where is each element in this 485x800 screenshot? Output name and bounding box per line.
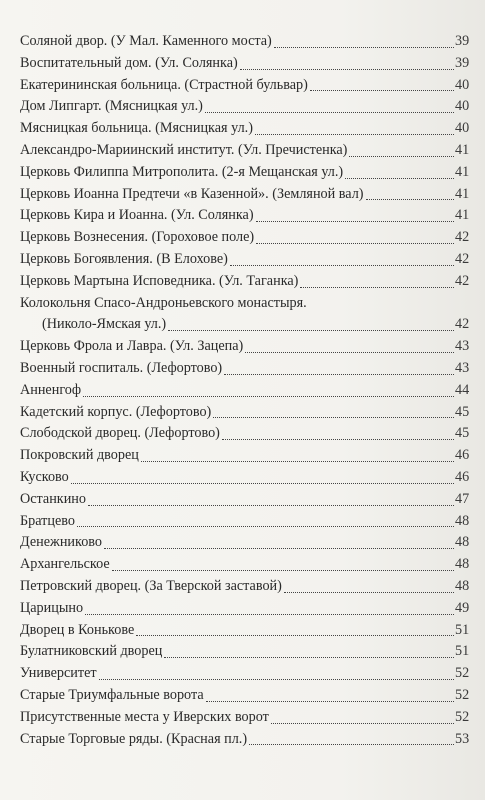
toc-entry-title: Булатниковский дворец — [20, 643, 163, 660]
toc-entry-page: 43 — [455, 338, 470, 355]
dot-leader — [345, 178, 454, 179]
dot-leader — [300, 287, 454, 288]
toc-entry — [20, 489, 485, 511]
toc-entry-title: Екатерининская больница. (Страстной бульвар) — [20, 76, 308, 93]
toc-entry — [20, 184, 485, 206]
dot-leader — [213, 417, 454, 418]
toc-entry — [20, 576, 485, 598]
toc-entry-title: Церковь Иоанна Предтечи «в Казенной». (Земляной вал) — [20, 185, 364, 202]
toc-entry-page: 45 — [455, 425, 470, 442]
toc-entry — [20, 641, 485, 663]
toc-entry-title: Дворец в Конькове — [20, 621, 135, 638]
toc-entry — [20, 249, 485, 271]
toc-entry — [20, 554, 485, 576]
dot-leader — [164, 657, 454, 658]
toc-entry-page: 49 — [455, 599, 470, 616]
toc-entry-title: Братцево — [20, 512, 75, 529]
dot-leader — [349, 156, 454, 157]
toc-entry-page: 45 — [455, 403, 470, 420]
toc-entry-title: Присутственные места у Иверских ворот — [20, 708, 269, 725]
toc-entry-title: Анненгоф — [20, 381, 82, 398]
dot-leader — [284, 592, 454, 593]
toc-entry — [20, 336, 485, 358]
toc-entry-page: 42 — [455, 316, 470, 333]
toc-entry-page: 43 — [455, 359, 470, 376]
toc-entry-title: Колокольня Спасо-Андроньевского монастыря. — [20, 294, 307, 311]
dot-leader — [85, 614, 454, 615]
toc-entry — [20, 532, 485, 554]
toc-entry-title: Покровский дворец — [20, 447, 139, 464]
toc-entry-title: Кусково — [20, 468, 69, 485]
dot-leader — [83, 396, 454, 397]
toc-entry-title: Церковь Филиппа Митрополита. (2-я Мещанская ул.) — [20, 163, 344, 180]
toc-entry-title: Военный госпиталь. (Лефортово) — [20, 359, 223, 376]
toc-entry — [20, 140, 485, 162]
toc-entry-title: Архангельское — [20, 556, 110, 573]
toc-entry-title: Церковь Мартына Исповедника. (Ул. Таганка) — [20, 272, 299, 289]
dot-leader — [224, 374, 454, 375]
toc-entry-page: 40 — [455, 120, 470, 137]
toc-entry — [20, 380, 485, 402]
toc-entry — [20, 620, 485, 642]
dot-leader — [141, 461, 454, 462]
dot-leader — [230, 265, 454, 266]
dot-leader — [206, 701, 454, 702]
toc-entry-title: Петровский дворец. (За Тверской заставой) — [20, 577, 282, 594]
toc-entry-page: 48 — [455, 512, 470, 529]
toc-entry-page: 41 — [455, 141, 470, 158]
dot-leader — [168, 330, 454, 331]
dot-leader — [112, 570, 454, 571]
dot-leader — [366, 199, 454, 200]
dot-leader — [71, 483, 454, 484]
toc-entry-page: 48 — [455, 577, 470, 594]
toc-entry-page: 42 — [455, 229, 470, 246]
toc-entry-page: 40 — [455, 98, 470, 115]
toc-entry-page: 51 — [455, 621, 470, 638]
dot-leader — [271, 723, 454, 724]
toc-entry — [20, 96, 485, 118]
toc-entry-title: Останкино — [20, 490, 86, 507]
toc-entry-first-line — [20, 293, 485, 315]
toc-entry-title: Церковь Богоявления. (В Елохове) — [20, 250, 228, 267]
dot-leader — [256, 221, 454, 222]
toc-entry — [20, 598, 485, 620]
toc-entry-title: Старые Торговые ряды. (Красная пл.) — [20, 730, 248, 747]
toc-entry-page: 40 — [455, 76, 470, 93]
toc-entry-page: 41 — [455, 207, 470, 224]
toc-entry — [20, 358, 485, 380]
toc-entry-page: 48 — [455, 534, 470, 551]
toc-entry-page: 52 — [455, 708, 470, 725]
toc-entry-page: 39 — [455, 54, 470, 71]
dot-leader — [256, 243, 454, 244]
toc-entry-title: Денежниково — [20, 534, 102, 551]
toc-entry — [20, 75, 485, 97]
toc-entry — [20, 511, 485, 533]
toc-entry-title: Александро-Мариинский институт. (Ул. Пречистенка) — [20, 141, 348, 158]
dot-leader — [249, 744, 454, 745]
toc-entry — [20, 423, 485, 445]
toc-entry-title: Соляной двор. (У Мал. Каменного моста) — [20, 33, 272, 49]
dot-leader — [240, 69, 454, 70]
toc-entry — [20, 707, 485, 729]
dot-leader — [222, 439, 454, 440]
toc-entry-title: Царицыно — [20, 599, 84, 616]
toc-entry — [20, 467, 485, 489]
toc-entry-page: 41 — [455, 185, 470, 202]
toc-entry-page: 47 — [455, 490, 470, 507]
dot-leader — [205, 112, 454, 113]
dot-leader — [274, 47, 454, 48]
toc-entry — [20, 445, 485, 467]
toc-entry-title: Дом Липгарт. (Мясницкая ул.) — [20, 98, 203, 115]
toc-entry-title: Слободской дворец. (Лефортово) — [20, 425, 220, 442]
toc-entry-page: 44 — [455, 381, 470, 398]
toc-entry — [20, 271, 485, 293]
toc-entry — [20, 685, 485, 707]
toc-entry — [20, 31, 485, 53]
dot-leader — [245, 352, 454, 353]
toc-entry-page: 46 — [455, 468, 470, 485]
toc-entry — [20, 227, 485, 249]
dot-leader — [136, 635, 454, 636]
toc-entry-page: 42 — [455, 272, 470, 289]
toc-entry — [20, 118, 485, 140]
toc-entry-page: 42 — [455, 250, 470, 267]
toc-entry-title: Мясницкая больница. (Мясницкая ул.) — [20, 120, 253, 137]
dot-leader — [99, 679, 454, 680]
toc-entry — [20, 402, 485, 424]
table-of-contents — [20, 31, 485, 750]
toc-entry — [20, 663, 485, 685]
dot-leader — [77, 526, 454, 527]
toc-entry — [20, 162, 485, 184]
toc-entry-page: 53 — [455, 730, 470, 747]
dot-leader — [104, 548, 454, 549]
toc-entry-page: 41 — [455, 163, 470, 180]
toc-entry-title-continuation: (Николо-Ямская ул.) — [42, 316, 167, 333]
toc-entry — [20, 205, 485, 227]
toc-entry-page: 46 — [455, 447, 470, 464]
toc-entry-title: Университет — [20, 665, 97, 682]
toc-entry-title: Воспитательный дом. (Ул. Солянка) — [20, 54, 238, 71]
toc-entry-title: Церковь Фрола и Лавра. (Ул. Зацепа) — [20, 338, 244, 355]
dot-leader — [88, 505, 454, 506]
toc-entry-page: 48 — [455, 556, 470, 573]
toc-entry-page: 52 — [455, 665, 470, 682]
toc-entry — [20, 53, 485, 75]
toc-entry-continuation — [20, 314, 485, 336]
dot-leader — [310, 90, 454, 91]
toc-entry-title: Кадетский корпус. (Лефортово) — [20, 403, 212, 420]
dot-leader — [255, 134, 454, 135]
toc-entry-page: 39 — [455, 33, 470, 49]
toc-entry-title: Церковь Вознесения. (Гороховое поле) — [20, 229, 255, 246]
toc-entry-title: Старые Триумфальные ворота — [20, 686, 204, 703]
toc-entry-page: 51 — [455, 643, 470, 660]
toc-entry-page: 52 — [455, 686, 470, 703]
toc-entry — [20, 729, 485, 751]
toc-entry-title: Церковь Кира и Иоанна. (Ул. Солянка) — [20, 207, 254, 224]
